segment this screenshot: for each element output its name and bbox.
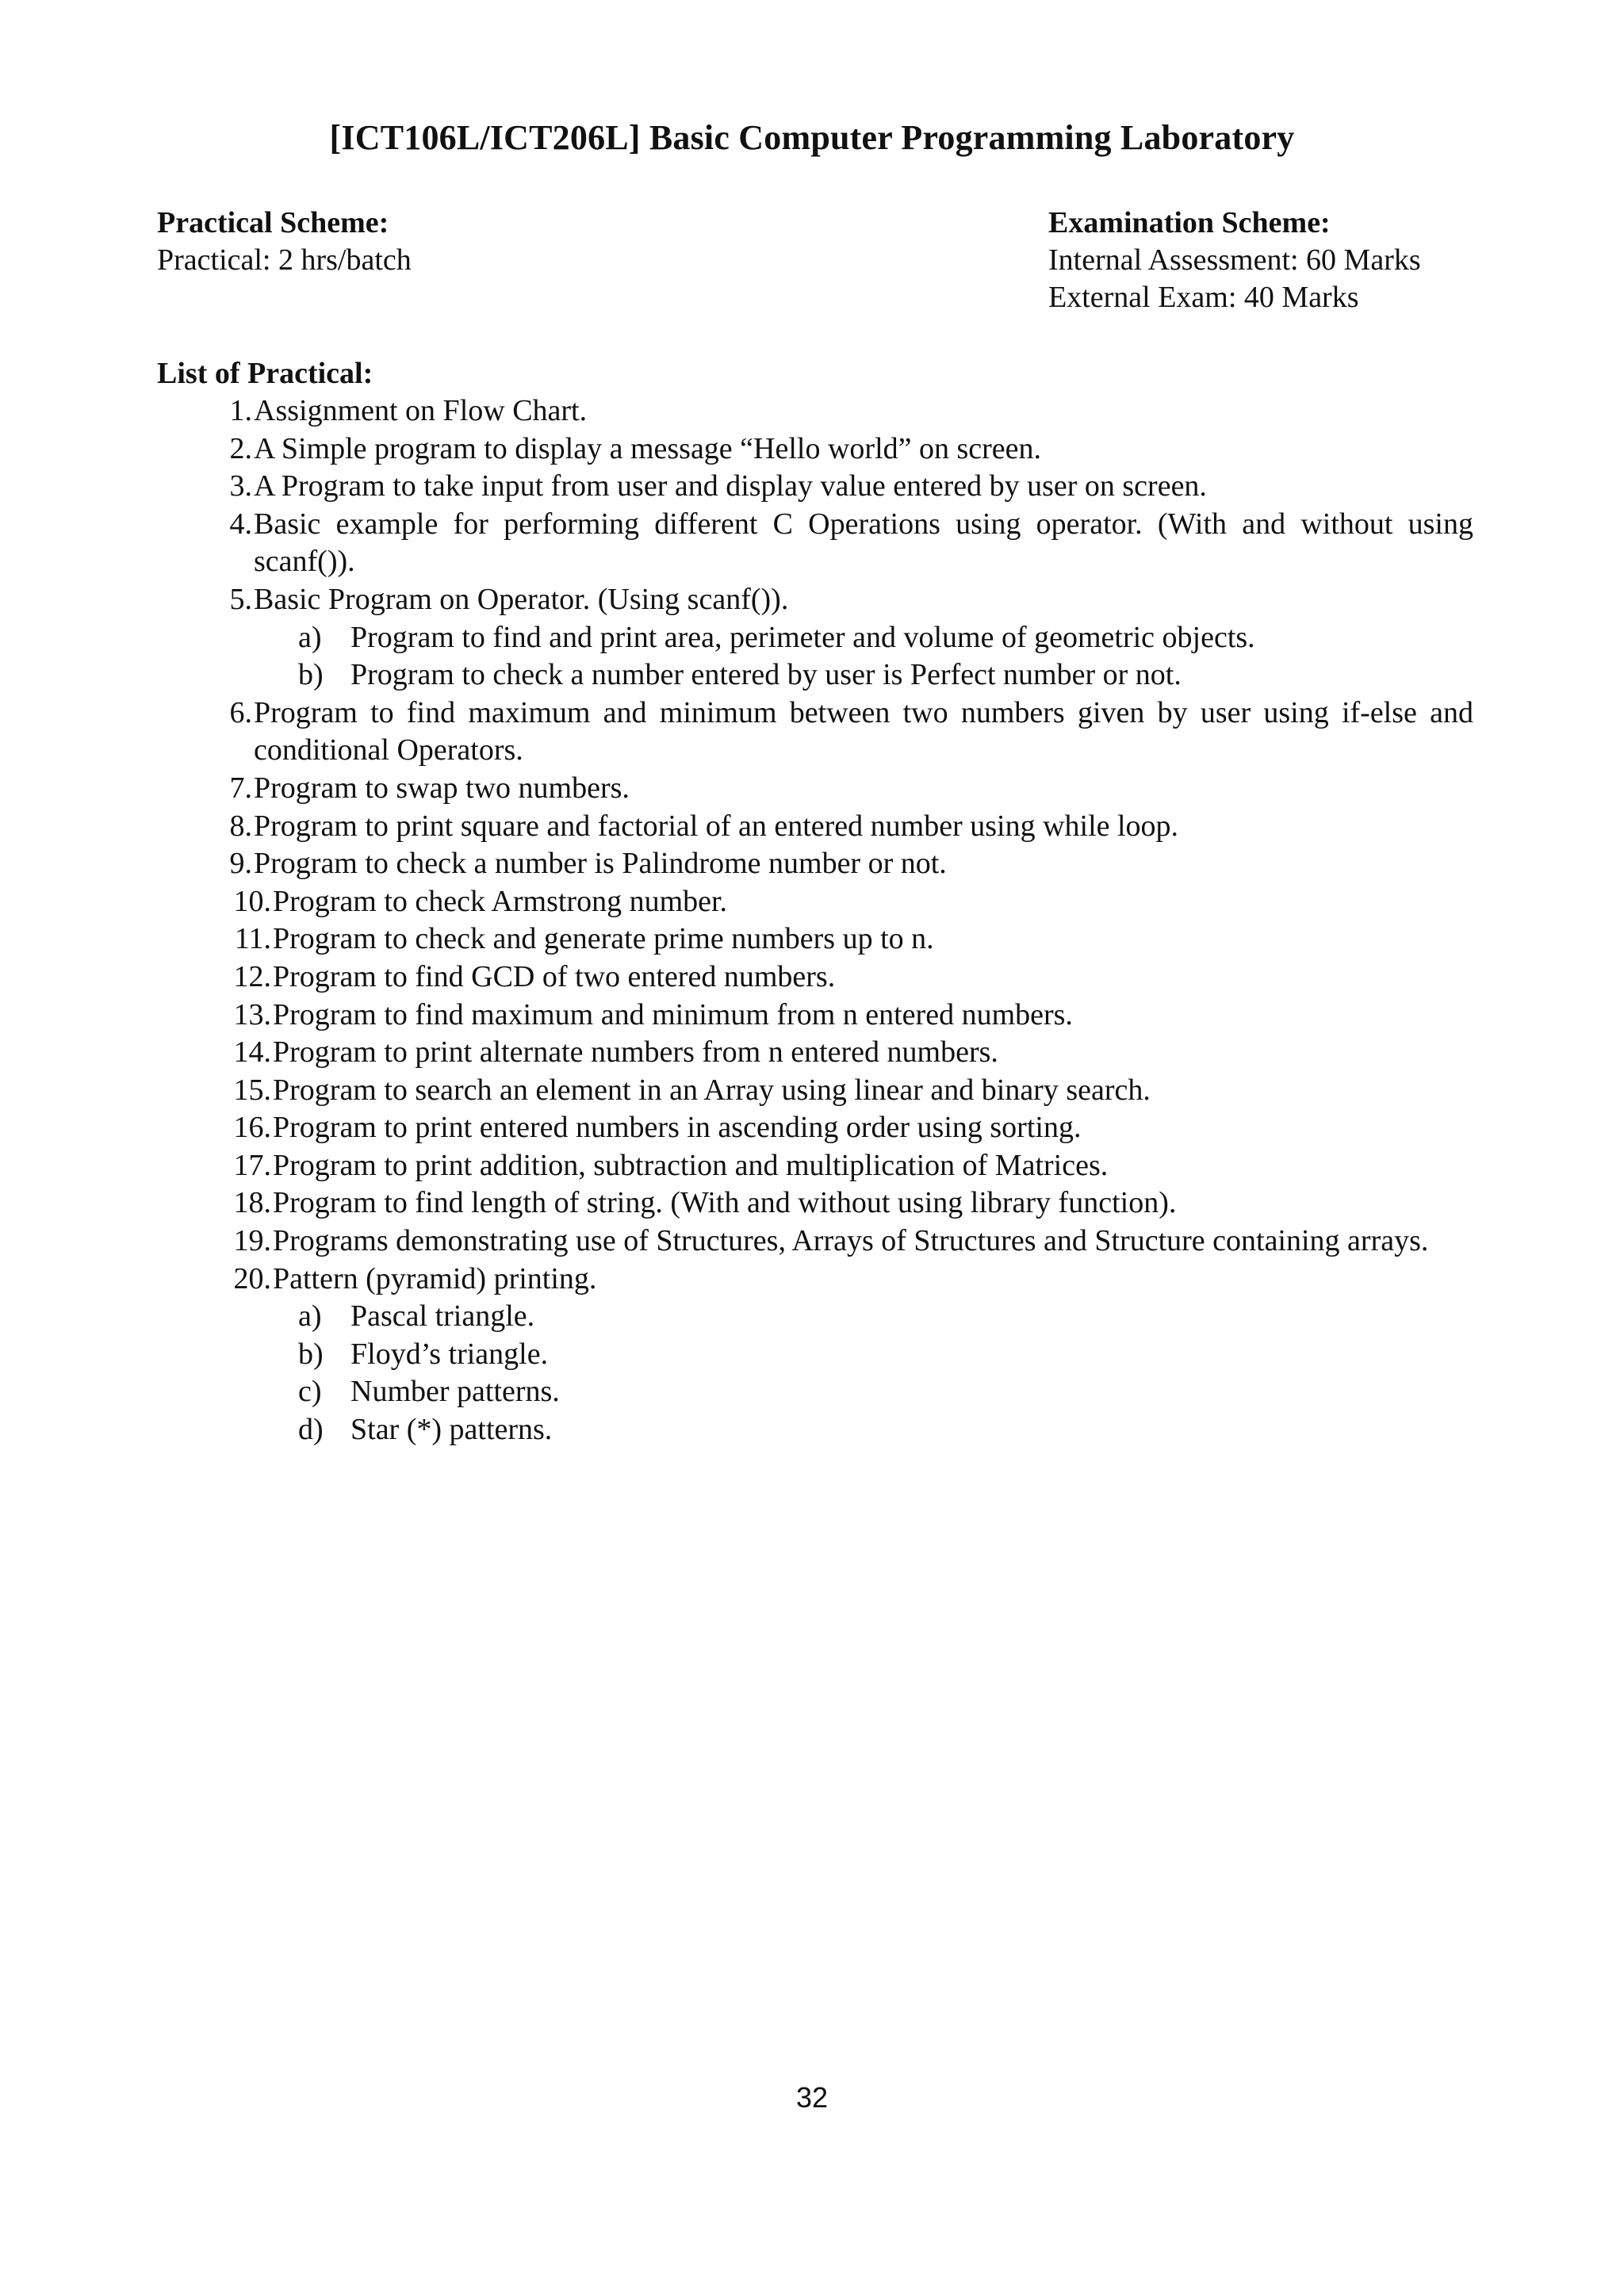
- list-item-text: Program to print alternate numbers from n entered numbers.: [273, 1035, 998, 1070]
- list-item: [157, 959, 1473, 997]
- list-item-number: 2.: [229, 431, 252, 465]
- list-item-text: Assignment on Flow Chart.: [254, 394, 588, 427]
- examination-scheme: [1048, 205, 1421, 316]
- list-item-text: Program to find GCD of two entered numbers.: [273, 959, 836, 993]
- list-item: [157, 581, 1473, 619]
- practical-scheme-line: Practical: 2 hrs/batch: [157, 243, 412, 277]
- list-item-text: Program to check and generate prime numbers up to n.: [273, 922, 934, 956]
- list-item: [157, 997, 1473, 1035]
- list-item: [157, 1184, 1473, 1223]
- sub-list-item-text: Star (*) patterns.: [350, 1413, 553, 1447]
- sub-list-item: [157, 619, 1473, 657]
- list-item-text: Program to find maximum and minimum from n entered numbers.: [273, 997, 1073, 1031]
- list-item: [157, 506, 1473, 581]
- list-item-text: Program to swap two numbers.: [254, 771, 630, 805]
- list-item-number: 13.: [233, 997, 271, 1031]
- list-item-text: Program to print entered numbers in ascending order using sorting.: [273, 1111, 1082, 1145]
- list-item-number: 19.: [233, 1224, 271, 1258]
- list-item-number: 17.: [233, 1148, 271, 1182]
- list-item-text: Program to search an element in an Array using linear and binary search.: [273, 1073, 1151, 1107]
- sub-list-item-label: b): [298, 1337, 324, 1371]
- list-item: [157, 770, 1473, 808]
- list-item-text: Basic example for performing different C Operations using operator. (With and without using scanf()).: [254, 507, 1473, 579]
- list-item: [157, 468, 1473, 506]
- sub-list-item-label: c): [298, 1375, 322, 1409]
- list-item-text: Program to print addition, subtraction and multiplication of Matrices.: [273, 1148, 1109, 1182]
- list-item: [157, 1261, 1473, 1299]
- list-item-number: 12.: [233, 959, 271, 993]
- examination-scheme-line-external: External Exam: 40 Marks: [1048, 281, 1359, 314]
- list-item: [157, 920, 1473, 959]
- list-item-number: 5.: [229, 582, 252, 616]
- list-item: [157, 845, 1473, 883]
- sub-list-item-text: Program to check a number entered by user is Perfect number or not.: [350, 658, 1182, 692]
- list-item: [157, 695, 1473, 770]
- sub-list-item-label: b): [298, 658, 324, 692]
- list-item-text: Basic Program on Operator. (Using scanf()).: [254, 582, 789, 616]
- list-item: [157, 808, 1473, 846]
- list-item-text: Program to find length of string. (With and without using library function).: [273, 1186, 1177, 1220]
- list-item-number: 15.: [233, 1073, 271, 1107]
- list-item-number: 20.: [233, 1261, 271, 1295]
- sub-list-item: [157, 656, 1473, 695]
- list-item: [157, 1223, 1473, 1261]
- list-item-text: Program to check Armstrong number.: [273, 884, 728, 918]
- sub-list-item: [157, 1336, 1473, 1374]
- list-item-number: 18.: [233, 1186, 271, 1220]
- list-heading: List of Practical:: [157, 357, 373, 390]
- list-item-text: A Program to take input from user and display value entered by user on screen.: [254, 469, 1207, 503]
- list-item: [157, 392, 1473, 430]
- practical-scheme: [157, 205, 412, 279]
- list-item: [157, 1072, 1473, 1110]
- list-item-number: 11.: [234, 922, 271, 956]
- list-item: [157, 1034, 1473, 1072]
- sub-list-item-label: a): [298, 620, 322, 654]
- sub-list-item: [157, 1373, 1473, 1411]
- list-item-number: 4.: [229, 507, 252, 541]
- examination-scheme-line-internal: Internal Assessment: 60 Marks: [1048, 243, 1421, 277]
- list-item: [157, 1109, 1473, 1147]
- examination-scheme-heading: Examination Scheme:: [1048, 206, 1331, 239]
- document-title: [ICT106L/ICT206L] Basic Computer Programming Laboratory: [329, 118, 1295, 157]
- sub-list-item-text: Pascal triangle.: [350, 1299, 535, 1334]
- list-item-text: Program to print square and factorial of an entered number using while loop.: [254, 809, 1179, 843]
- list-item-text: Programs demonstrating use of Structures, Arrays of Structures and Structure containing arrays.: [273, 1224, 1429, 1258]
- list-item-text: Pattern (pyramid) printing.: [273, 1261, 597, 1295]
- sub-list-item-label: d): [298, 1413, 324, 1447]
- list-item-number: 10.: [233, 884, 271, 918]
- list-item-number: 3.: [229, 469, 252, 503]
- list-item-number: 1.: [229, 394, 252, 427]
- practical-scheme-heading: Practical Scheme:: [157, 206, 389, 239]
- list-item-number: 14.: [233, 1035, 271, 1070]
- list-item-number: 7.: [229, 771, 252, 805]
- list-item: [157, 430, 1473, 469]
- sub-list-item: [157, 1411, 1473, 1449]
- practical-list: [157, 392, 1473, 1449]
- sub-list-item-text: Number patterns.: [350, 1375, 560, 1409]
- list-item-text: Program to check a number is Palindrome number or not.: [254, 847, 947, 881]
- list-item-number: 8.: [229, 809, 252, 843]
- list-item-number: 9.: [229, 847, 252, 881]
- sub-list-item-text: Floyd’s triangle.: [350, 1337, 549, 1371]
- sub-list-item-label: a): [298, 1299, 322, 1334]
- list-item: [157, 883, 1473, 921]
- list-item-text: A Simple program to display a message “Hello world” on screen.: [254, 431, 1042, 465]
- page-number: 32: [795, 2081, 829, 2114]
- list-item-number: 16.: [233, 1111, 271, 1145]
- list-item: [157, 1147, 1473, 1185]
- sub-list-item: [157, 1298, 1473, 1336]
- list-item-number: 6.: [229, 695, 252, 729]
- list-item-text: Program to find maximum and minimum between two numbers given by user using if-else and conditional Operators.: [254, 695, 1473, 767]
- sub-list-item-text: Program to find and print area, perimeter and volume of geometric objects.: [350, 620, 1255, 654]
